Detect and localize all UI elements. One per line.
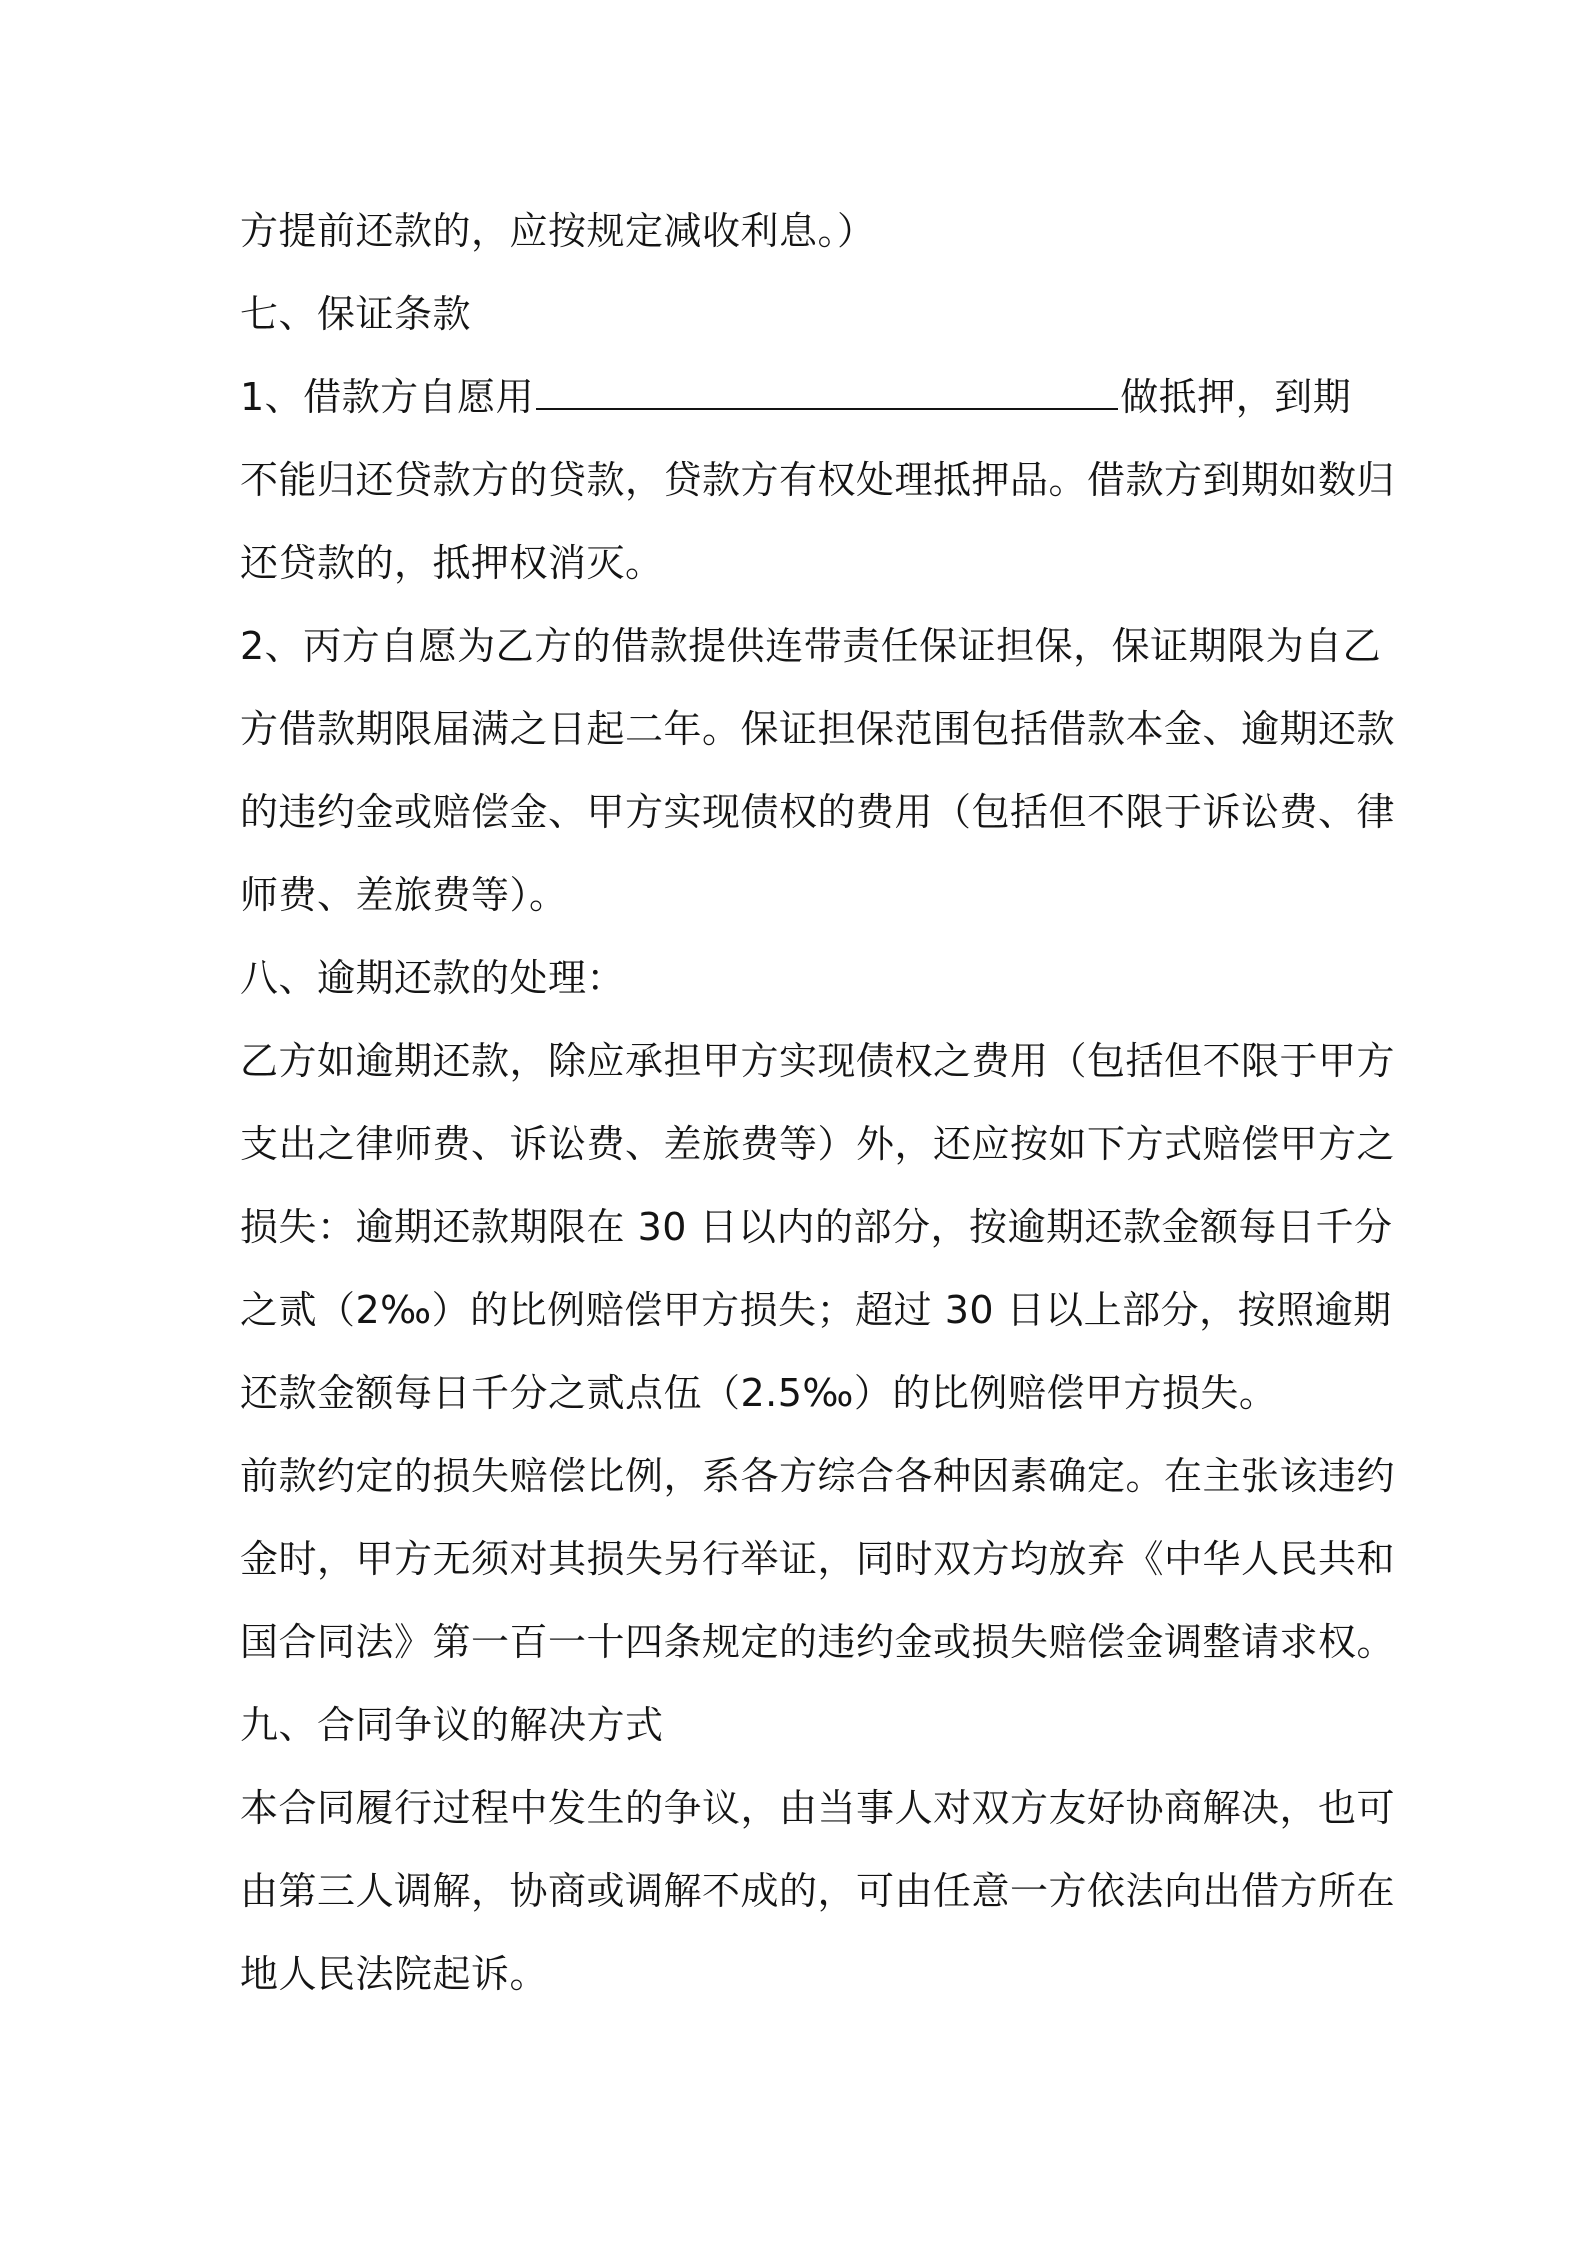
line-text: 方提前还款的，应按规定减收利息。） — [240, 209, 876, 253]
section-heading — [240, 948, 1360, 1008]
line-text: 2、丙方自愿为乙方的借款提供连带责任保证担保，保证期限为自乙 — [240, 624, 1382, 668]
line-text: 方借款期限届满之日起二年。保证担保范围包括借款本金、逾期还款 — [240, 707, 1396, 751]
text-line — [240, 1778, 1396, 1838]
line-text: 还款金额每日千分之贰点伍（2.5‰）的比例赔偿甲方损失。 — [240, 1371, 1278, 1415]
text-line — [240, 367, 1360, 427]
text-line — [240, 1944, 1360, 2004]
text-line — [240, 533, 1360, 593]
line-text: 前款约定的损失赔偿比例，系各方综合各种因素确定。在主张该违约 — [240, 1454, 1396, 1498]
line-text: 做抵押，到期 — [1120, 375, 1352, 419]
text-line — [240, 1197, 1393, 1257]
text-line — [240, 450, 1396, 510]
text-line — [240, 616, 1382, 676]
line-text: 九、合同争议的解决方式 — [240, 1703, 664, 1747]
line-text: 之贰（2‰）的比例赔偿甲方损失；超过 30 日以上部分，按照逾期 — [240, 1288, 1392, 1332]
text-line — [240, 1446, 1396, 1506]
section-heading — [240, 1695, 1360, 1755]
text-line — [240, 1363, 1360, 1423]
text-line — [240, 699, 1396, 759]
text-line — [240, 1114, 1396, 1174]
text-line — [240, 865, 1360, 925]
line-text: 损失：逾期还款期限在 30 日以内的部分，按逾期还款金额每日千分 — [240, 1205, 1393, 1249]
line-text: 八、逾期还款的处理： — [240, 956, 626, 1000]
text-line — [240, 1861, 1396, 1921]
section-heading — [240, 284, 1360, 344]
text-line — [240, 782, 1396, 842]
text-line — [240, 1612, 1396, 1672]
line-text: 的违约金或赔偿金、甲方实现债权的费用（包括但不限于诉讼费、律 — [240, 790, 1396, 834]
line-text: 师费、差旅费等）。 — [240, 873, 568, 917]
text-line — [240, 201, 1360, 261]
line-text: 金时，甲方无须对其损失另行举证，同时双方均放弃《中华人民共和 — [240, 1537, 1396, 1581]
line-text: 本合同履行过程中发生的争议，由当事人对双方友好协商解决，也可 — [240, 1786, 1396, 1830]
text-line — [240, 1031, 1396, 1091]
line-text: 地人民法院起诉。 — [240, 1952, 549, 1996]
line-text: 不能归还贷款方的贷款，贷款方有权处理抵押品。借款方到期如数归 — [240, 458, 1396, 502]
line-text: 国合同法》第一百一十四条规定的违约金或损失赔偿金调整请求权。 — [240, 1620, 1396, 1664]
line-text: 支出之律师费、诉讼费、差旅费等）外，还应按如下方式赔偿甲方之 — [240, 1122, 1396, 1166]
line-text: 由第三人调解，协商或调解不成的，可由任意一方依法向出借方所在 — [240, 1869, 1396, 1913]
text-line — [240, 1280, 1392, 1340]
line-text: 1、借款方自愿用 — [240, 375, 535, 419]
line-text: 七、保证条款 — [240, 292, 472, 336]
line-text: 乙方如逾期还款，除应承担甲方实现债权之费用（包括但不限于甲方 — [240, 1039, 1396, 1083]
fill-in-blank — [536, 370, 1118, 410]
text-line — [240, 1529, 1396, 1589]
line-text: 还贷款的，抵押权消灭。 — [240, 541, 664, 585]
